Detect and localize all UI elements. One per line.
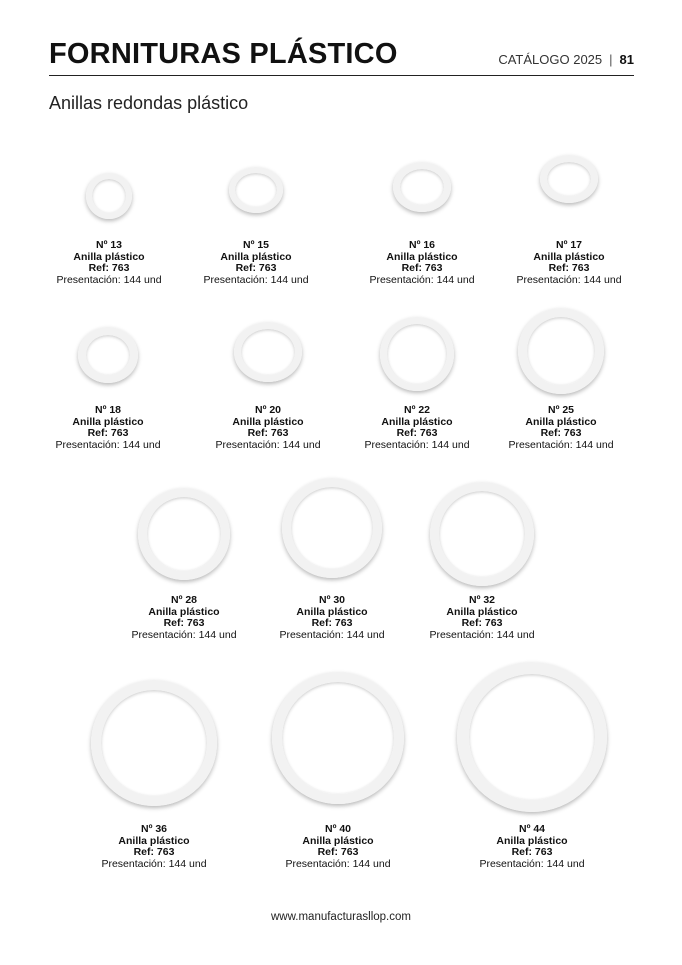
product-presentation: Presentación: 144 und <box>279 628 385 641</box>
product-presentation: Presentación: 144 und <box>369 273 475 286</box>
product-name: Anilla plástico <box>386 250 458 263</box>
product-name: Anilla plástico <box>73 250 145 263</box>
product-caption <box>39 240 179 286</box>
product-ref: Ref: 763 <box>235 262 277 274</box>
ring-image <box>518 308 604 394</box>
ring-image <box>78 327 138 383</box>
product-presentation: Presentación: 144 und <box>364 438 470 451</box>
product-ref: Ref: 763 <box>548 262 590 274</box>
header-separator: | <box>609 52 613 67</box>
ring-image <box>430 482 534 586</box>
header-divider <box>49 75 634 76</box>
product-caption <box>499 240 639 286</box>
product-name: Anilla plástico <box>118 834 190 847</box>
product-name: Anilla plástico <box>72 415 144 428</box>
product-caption <box>84 824 224 870</box>
page-number: 81 <box>619 52 634 67</box>
product-ref: Ref: 763 <box>461 617 503 629</box>
ring-image <box>272 672 404 804</box>
product-ref: Ref: 763 <box>540 427 582 439</box>
ring-image <box>86 173 132 219</box>
product-presentation: Presentación: 144 und <box>516 273 622 286</box>
product-number: Nº 17 <box>555 239 582 251</box>
product-presentation: Presentación: 144 und <box>203 273 309 286</box>
product-presentation: Presentación: 144 und <box>508 438 614 451</box>
product-number: Nº 30 <box>318 594 345 606</box>
ring-image <box>540 155 598 203</box>
ring-image <box>282 478 382 578</box>
product-caption <box>491 405 631 451</box>
product-number: Nº 15 <box>242 239 269 251</box>
product-caption <box>114 595 254 641</box>
product-ref: Ref: 763 <box>247 427 289 439</box>
product-ref: Ref: 763 <box>401 262 443 274</box>
ring-image <box>234 322 302 382</box>
product-caption <box>347 405 487 451</box>
product-number: Nº 18 <box>94 404 121 416</box>
product-ref: Ref: 763 <box>311 617 353 629</box>
product-presentation: Presentación: 144 und <box>215 438 321 451</box>
product-caption <box>38 405 178 451</box>
product-presentation: Presentación: 144 und <box>56 273 162 286</box>
product-caption <box>352 240 492 286</box>
product-name: Anilla plástico <box>232 415 304 428</box>
product-number: Nº 40 <box>324 823 351 835</box>
product-ref: Ref: 763 <box>163 617 205 629</box>
product-presentation: Presentación: 144 und <box>429 628 535 641</box>
ring-image <box>138 488 230 580</box>
product-number: Nº 36 <box>140 823 167 835</box>
product-caption <box>198 405 338 451</box>
product-ref: Ref: 763 <box>88 262 130 274</box>
product-caption <box>412 595 552 641</box>
ring-image <box>457 662 607 812</box>
product-name: Anilla plástico <box>381 415 453 428</box>
product-name: Anilla plástico <box>446 605 518 618</box>
product-name: Anilla plástico <box>302 834 374 847</box>
product-caption <box>462 824 602 870</box>
page-title: FORNITURAS PLÁSTICO <box>49 38 398 70</box>
product-number: Nº 16 <box>408 239 435 251</box>
product-caption <box>186 240 326 286</box>
product-number: Nº 13 <box>95 239 122 251</box>
ring-image <box>229 167 283 213</box>
catalog-info <box>498 52 634 67</box>
product-caption <box>262 595 402 641</box>
ring-image <box>380 317 454 391</box>
product-presentation: Presentación: 144 und <box>285 857 391 870</box>
product-number: Nº 44 <box>518 823 545 835</box>
product-ref: Ref: 763 <box>317 846 359 858</box>
product-presentation: Presentación: 144 und <box>131 628 237 641</box>
product-number: Nº 20 <box>254 404 281 416</box>
product-name: Anilla plástico <box>220 250 292 263</box>
product-number: Nº 28 <box>170 594 197 606</box>
ring-image <box>393 162 451 212</box>
product-name: Anilla plástico <box>296 605 368 618</box>
product-caption <box>268 824 408 870</box>
product-ref: Ref: 763 <box>396 427 438 439</box>
product-number: Nº 32 <box>468 594 495 606</box>
product-name: Anilla plástico <box>525 415 597 428</box>
product-number: Nº 25 <box>547 404 574 416</box>
product-presentation: Presentación: 144 und <box>55 438 161 451</box>
product-name: Anilla plástico <box>148 605 220 618</box>
product-presentation: Presentación: 144 und <box>479 857 585 870</box>
product-name: Anilla plástico <box>533 250 605 263</box>
product-ref: Ref: 763 <box>511 846 553 858</box>
catalog-label: CATÁLOGO 2025 <box>498 52 603 67</box>
ring-image <box>91 680 217 806</box>
product-ref: Ref: 763 <box>133 846 175 858</box>
product-number: Nº 22 <box>403 404 430 416</box>
section-title: Anillas redondas plástico <box>49 93 249 113</box>
product-name: Anilla plástico <box>496 834 568 847</box>
website-link[interactable]: www.manufacturasllop.com <box>271 911 411 923</box>
product-ref: Ref: 763 <box>87 427 129 439</box>
product-presentation: Presentación: 144 und <box>101 857 207 870</box>
